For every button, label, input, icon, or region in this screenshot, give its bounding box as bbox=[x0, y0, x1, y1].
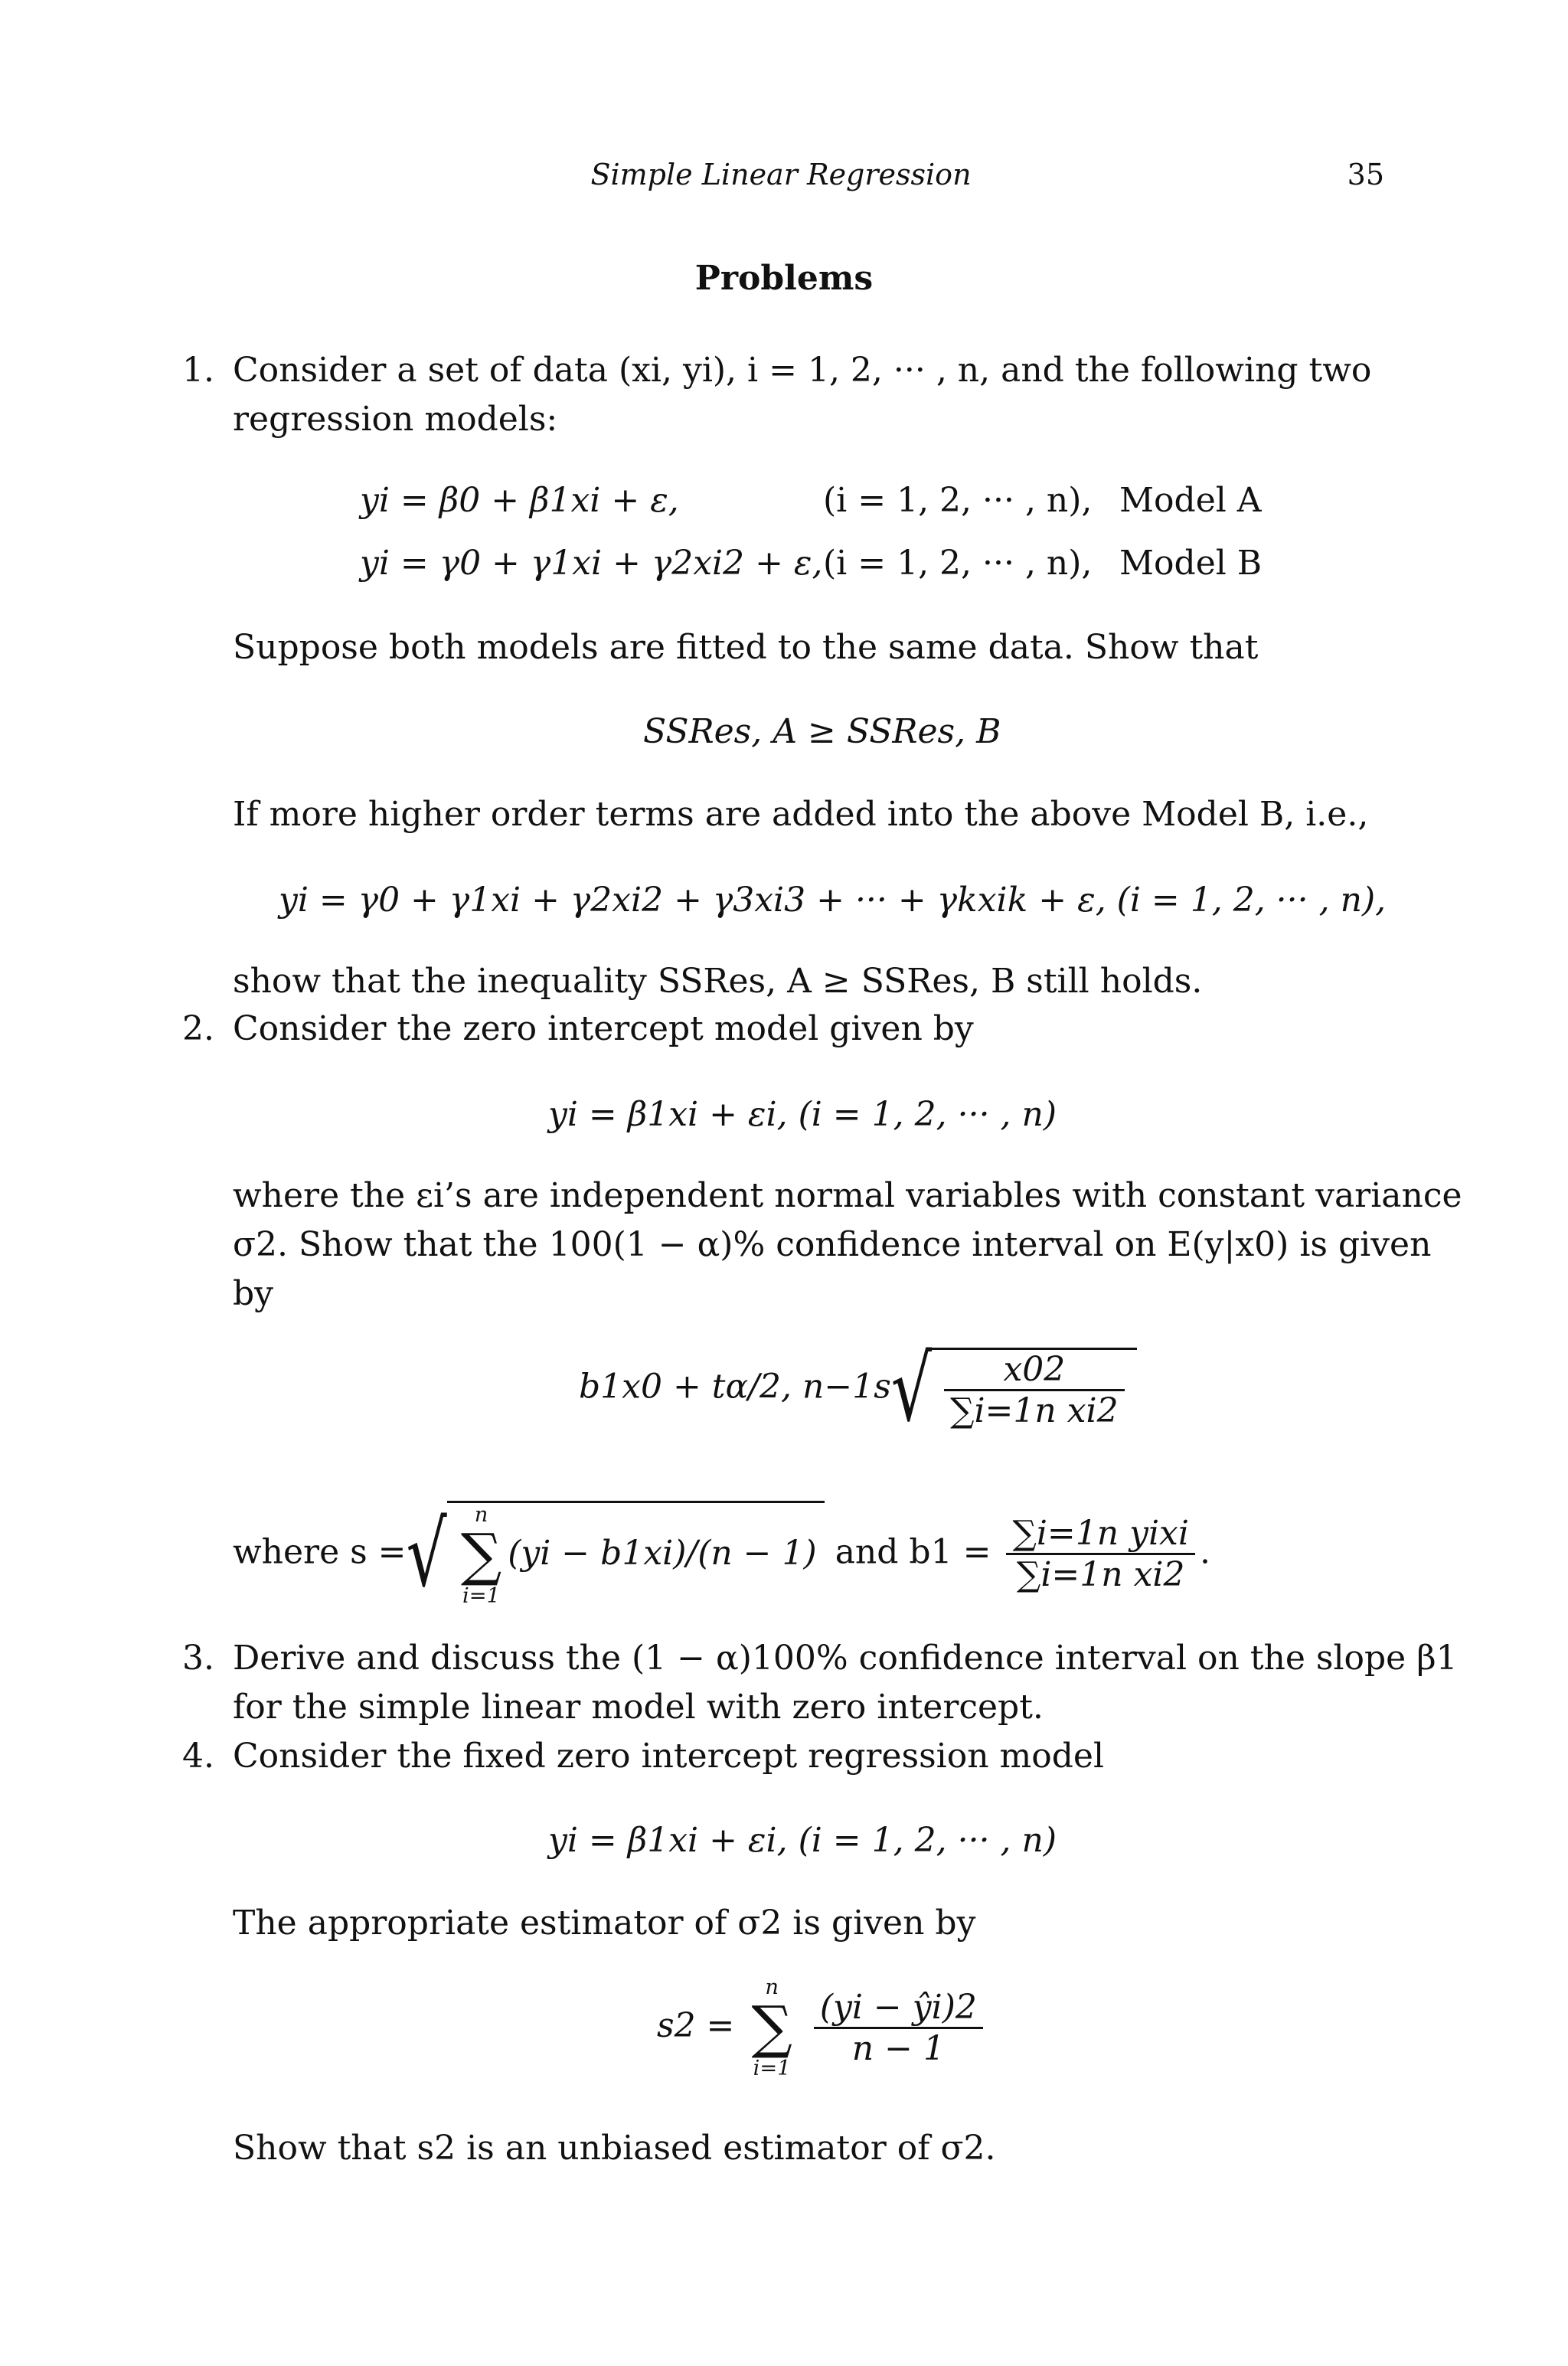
polynomial-model: yi = γ0 + γ1xi + γ2xi2 + γ3xi3 + ··· + γkxik + ε, (i = 1, 2, ··· , n), bbox=[279, 881, 1387, 920]
ci-fraction bbox=[944, 1350, 1125, 1430]
problem-4-show: Show that s2 is an unbiased estimator of σ2. bbox=[233, 2129, 996, 2168]
model-a-range: (i = 1, 2, ··· , n), bbox=[823, 481, 1093, 520]
s-sum-body: (yi − b1xi)/(n − 1) bbox=[508, 1533, 817, 1573]
problem-3-line1: Derive and discuss the (1 − α)100% confidence interval on the slope β1 bbox=[233, 1639, 1458, 1678]
page-number: 35 bbox=[1347, 158, 1384, 191]
problem-2-line1: where the εi’s are independent normal variables with constant variance bbox=[233, 1176, 1462, 1215]
where-s-definition: where s =√ n ∑ i=1 (yi − b1xi)/(n − 1) and b1 = $\frac{\text{∑i=1n yixi}}{\text{∑i=1n xi2}}$ . bbox=[233, 1502, 1210, 1608]
b1-fraction bbox=[1006, 1514, 1194, 1594]
b1-numerator: ∑i=1n yixi bbox=[1012, 1514, 1189, 1554]
model-b-range: (i = 1, 2, ··· , n), bbox=[823, 544, 1093, 583]
problem-2-intro: Consider the zero intercept model given by bbox=[233, 1009, 974, 1048]
b1-denominator: ∑i=1n xi2 bbox=[1006, 1553, 1194, 1594]
fixed-zero-intercept-model: yi = β1xi + εi, (i = 1, 2, ··· , n) bbox=[548, 1821, 1057, 1860]
sqrt-icon: √ bbox=[406, 1502, 447, 1607]
problem-2-line3: by bbox=[233, 1274, 274, 1313]
model-a-equation: yi = β0 + β1xi + ε, bbox=[360, 481, 679, 520]
sum-upper: n bbox=[474, 1503, 488, 1527]
problem-3-line2: for the simple linear model with zero intercept. bbox=[233, 1688, 1044, 1727]
model-b-label: Model B bbox=[1119, 544, 1263, 583]
sum-lower: i=1 bbox=[462, 1583, 500, 1608]
problem-1-higher-order: If more higher order terms are added into the above Model B, i.e., bbox=[233, 795, 1369, 834]
running-head bbox=[0, 158, 1568, 196]
zero-intercept-model: yi = β1xi + εi, (i = 1, 2, ··· , n) bbox=[548, 1095, 1057, 1134]
s2-formula bbox=[657, 1975, 988, 2080]
ci-numerator: x02 bbox=[1003, 1350, 1066, 1389]
sqrt-icon: √ bbox=[890, 1336, 933, 1442]
problem-2-number: 2. bbox=[182, 1009, 214, 1048]
s2-numerator: (yi − ŷi)2 bbox=[819, 1987, 977, 2027]
ss-inequality: SSRes, A ≥ SSRes, B bbox=[643, 712, 1001, 751]
running-title: Simple Linear Regression bbox=[590, 158, 972, 191]
model-a-label: Model A bbox=[1119, 481, 1262, 520]
problem-2-line2: σ2. Show that the 100(1 − α)% confidence interval on E(y|x0) is given bbox=[233, 1225, 1432, 1264]
ci-lead: b1x0 + tα/2, n−1s bbox=[579, 1367, 891, 1407]
problem-1-intro-line2: regression models: bbox=[233, 400, 558, 439]
s2-denominator: n − 1 bbox=[814, 2027, 983, 2068]
where-lead: where s = bbox=[233, 1532, 407, 1572]
problem-1-number: 1. bbox=[182, 351, 214, 390]
ci-denominator: ∑i=1n xi2 bbox=[944, 1389, 1125, 1430]
problem-3-number: 3. bbox=[182, 1639, 214, 1678]
sum-symbol: n ∑ i=1 bbox=[460, 1503, 502, 1608]
section-heading: Problems bbox=[694, 259, 874, 298]
sum-upper: n bbox=[765, 1975, 779, 1999]
sum-lower: i=1 bbox=[753, 2056, 791, 2080]
problem-4-number: 4. bbox=[182, 1737, 214, 1776]
where-mid: and b1 = bbox=[835, 1532, 991, 1572]
sum-symbol: n ∑ i=1 bbox=[751, 1975, 792, 2080]
problem-1-suppose: Suppose both models are fitted to the same data. Show that bbox=[233, 628, 1259, 667]
ci-sqrt bbox=[932, 1348, 1137, 1430]
s2-fraction bbox=[814, 1988, 983, 2068]
s2-lead: s2 = bbox=[657, 2005, 735, 2045]
model-b-equation: yi = γ0 + γ1xi + γ2xi2 + ε, bbox=[360, 544, 823, 583]
problem-1-conclusion: show that the inequality SSRes, A ≥ SSRes, B still holds. bbox=[233, 962, 1203, 1001]
problem-1-intro-line1: Consider a set of data (xi, yi), i = 1, 2, ··· , n, and the following two bbox=[233, 351, 1372, 390]
problem-4-estimator-text: The appropriate estimator of σ2 is given by bbox=[233, 1904, 976, 1943]
confidence-interval-formula bbox=[579, 1336, 1137, 1442]
s-sqrt bbox=[447, 1501, 825, 1608]
problem-4-intro: Consider the fixed zero intercept regression model bbox=[233, 1737, 1105, 1776]
